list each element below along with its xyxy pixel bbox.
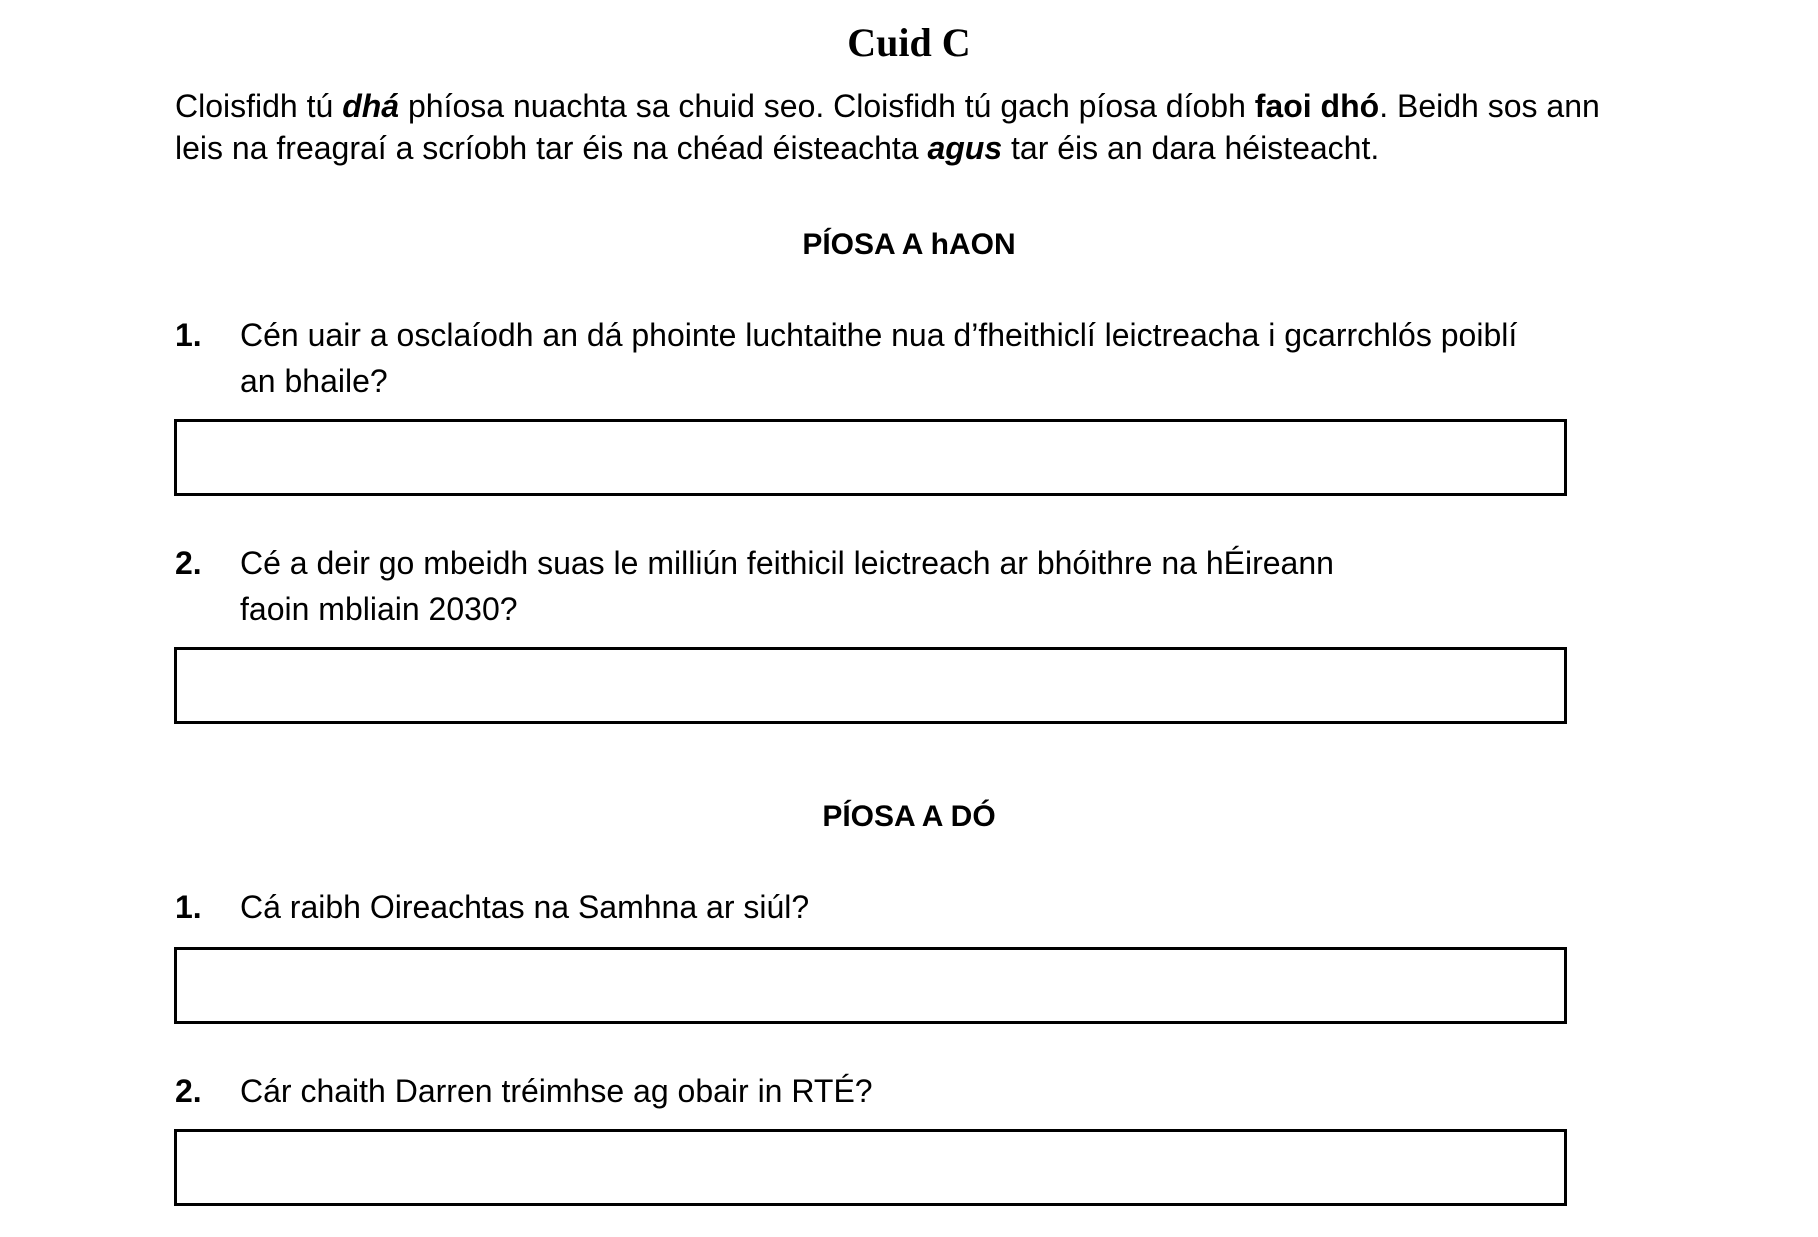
section-heading-piosa-a-haon: PÍOSA A hAON bbox=[802, 228, 1016, 261]
instructions-line-1: Cloisfidh tú dhá phíosa nuachta sa chuid seo. Cloisfidh tú gach píosa díobh faoi dhó. Beidh sos ann bbox=[175, 88, 1600, 124]
instructions-line-2: leis na freagraí a scríobh tar éis na chéad éisteachta agus tar éis an dara héisteacht. bbox=[175, 130, 1380, 166]
question-number: 1. bbox=[175, 317, 202, 353]
page-title: Cuid C bbox=[847, 20, 971, 65]
question-text: Cé a deir go mbeidh suas le milliún feithicil leictreach ar bhóithre na hÉireann faoin mbliain 2030? bbox=[240, 545, 1334, 627]
answer-box-b1[interactable] bbox=[174, 947, 1567, 1024]
answer-box-a2[interactable] bbox=[174, 647, 1567, 724]
emphasis-dha: dhá bbox=[342, 88, 400, 124]
question-text: Cá raibh Oireachtas na Samhna ar siúl? bbox=[240, 889, 810, 925]
section-heading-piosa-a-do: PÍOSA A DÓ bbox=[822, 800, 996, 833]
emphasis-agus: agus bbox=[927, 130, 1003, 166]
emphasis-faoi-dho: faoi dhó bbox=[1254, 88, 1380, 124]
answer-box-b2[interactable] bbox=[174, 1129, 1567, 1206]
question-number: 2. bbox=[175, 1073, 202, 1109]
question-number: 1. bbox=[175, 889, 202, 925]
question-number: 2. bbox=[175, 545, 202, 581]
instructions-paragraph bbox=[175, 85, 1655, 169]
question-text: Cár chaith Darren tréimhse ag obair in RTÉ? bbox=[240, 1073, 873, 1109]
question-text: Cén uair a osclaíodh an dá phointe luchtaithe nua d’fheithiclí leictreacha i gcarrchlós poiblí an bhaile? bbox=[240, 317, 1518, 399]
answer-box-a1[interactable] bbox=[174, 419, 1567, 496]
